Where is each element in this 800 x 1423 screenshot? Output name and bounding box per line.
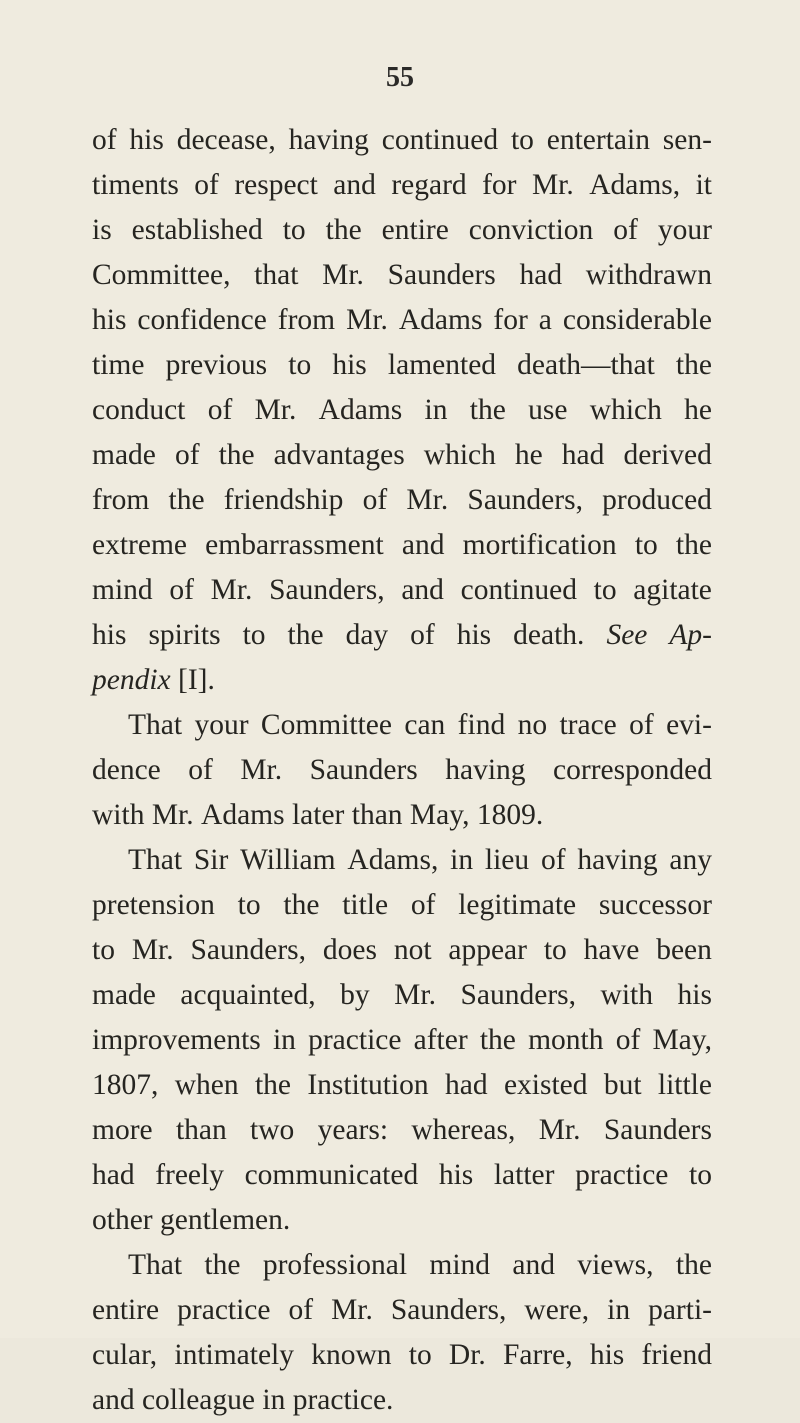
text-line: his confidence from Mr. Adams for a considerable	[92, 304, 712, 336]
text-line: more than two years: whereas, Mr. Saunders	[92, 1114, 712, 1146]
text-line: extreme embarrassment and mortification to the	[92, 529, 712, 561]
text-line: to Mr. Saunders, does not appear to have been	[92, 934, 712, 966]
text-line: other gentlemen.	[92, 1204, 291, 1236]
text-line: and colleague in practice.	[92, 1384, 394, 1416]
text-line: That the professional mind and views, the	[128, 1249, 712, 1281]
text-line: pendix [I].	[92, 664, 215, 696]
text-line: his spirits to the day of his death. See Ap-	[92, 619, 712, 651]
text-line: That Sir William Adams, in lieu of having any	[128, 844, 712, 876]
text-line: improvements in practice after the month of May,	[92, 1024, 712, 1056]
text-line: Committee, that Mr. Saunders had withdrawn	[92, 259, 712, 291]
text-line: pretension to the title of legitimate successor	[92, 889, 712, 921]
text-line: dence of Mr. Saunders having corresponded	[92, 754, 712, 786]
text-line: conduct of Mr. Adams in the use which he	[92, 394, 712, 426]
text-line: mind of Mr. Saunders, and continued to agitate	[92, 574, 712, 606]
text-line: time previous to his lamented death—that the	[92, 349, 712, 381]
text-line: from the friendship of Mr. Saunders, produced	[92, 484, 712, 516]
text-line: entire practice of Mr. Saunders, were, in parti-	[92, 1294, 712, 1326]
page-number: 55	[386, 62, 414, 93]
text-line: with Mr. Adams later than May, 1809.	[92, 799, 544, 831]
text-line: timents of respect and regard for Mr. Adams, it	[92, 169, 712, 201]
text-line: 1807, when the Institution had existed but little	[92, 1069, 712, 1101]
text-line: made acquainted, by Mr. Saunders, with his	[92, 979, 712, 1011]
text-line: cular, intimately known to Dr. Farre, his friend	[92, 1339, 712, 1371]
text-line: of his decease, having continued to entertain sen-	[92, 124, 712, 156]
text-line: is established to the entire conviction of your	[92, 214, 712, 246]
text-line: had freely communicated his latter practice to	[92, 1159, 712, 1191]
text-line: That your Committee can find no trace of evi-	[128, 709, 712, 741]
text-line: made of the advantages which he had derived	[92, 439, 712, 471]
body-text	[92, 118, 712, 1423]
